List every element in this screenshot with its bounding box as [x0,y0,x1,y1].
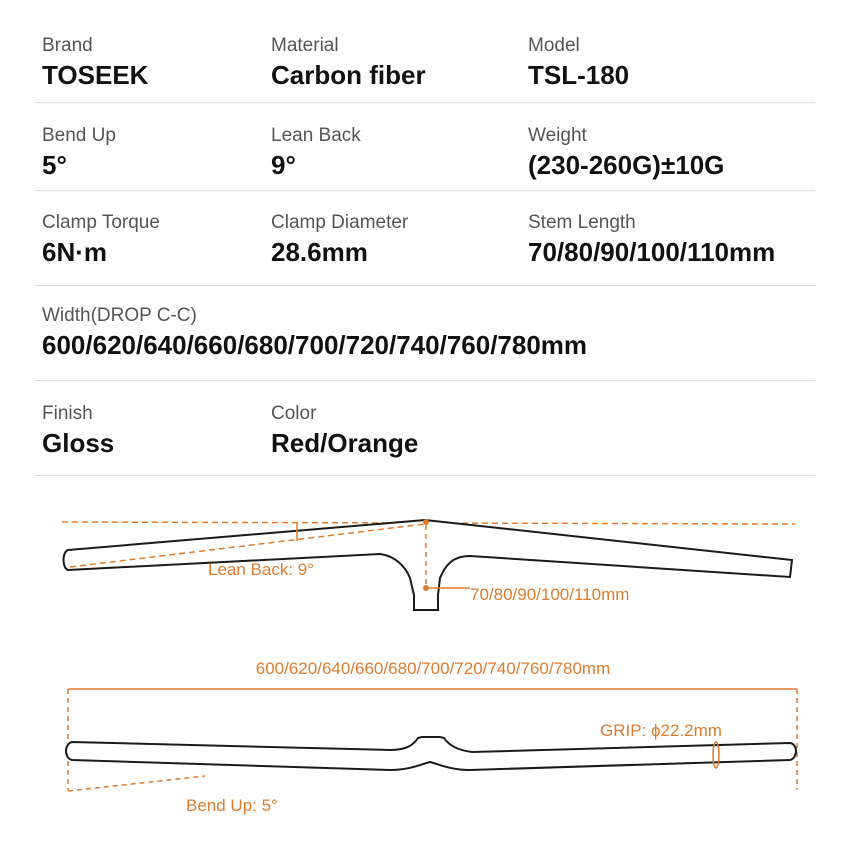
handlebar-top-outline [64,520,793,610]
spec-label: Finish [42,403,93,424]
spec-label: Clamp Diameter [271,212,409,233]
spec-value: Carbon fiber [271,60,426,90]
handlebar-front-outline [66,737,796,770]
spec-value: 9° [271,150,296,180]
spec-label: Stem Length [528,212,636,233]
spec-label: Model [528,35,580,56]
center-point [423,519,429,525]
spec-value: 70/80/90/100/110mm [528,237,776,267]
spec-label: Weight [528,125,587,146]
spec-value: 28.6mm [271,237,368,267]
spec-value: 6N·m [42,237,108,267]
grip-annotation: GRIP: ϕ22.2mm [600,721,722,740]
stem-point [423,585,429,591]
spec-label: Material [271,35,339,56]
spec-value: 5° [42,150,67,180]
width-annotation: 600/620/640/660/680/700/720/740/760/780mm [255,659,611,678]
spec-value: 600/620/640/660/680/700/720/740/760/780mm [42,330,588,360]
bend-up-annotation: Bend Up: 5° [186,796,278,815]
bend-up-angle-line [68,776,205,791]
top-view-handlebar-diagram [62,519,795,610]
spec-value: Red/Orange [271,428,419,458]
stem-length-annotation: 70/80/90/100/110mm [470,585,630,604]
spec-label: Clamp Torque [42,212,160,233]
spec-value: (230-260G)±10G [528,150,725,180]
spec-value: TSL-180 [528,60,630,90]
lean-back-annotation: Lean Back: 9° [208,560,315,579]
spec-value: Gloss [42,428,115,458]
spec-label: Width(DROP C-C) [42,305,197,326]
spec-label: Brand [42,35,93,56]
spec-value: TOSEEK [42,60,149,90]
front-view-handlebar-diagram [66,659,797,815]
spec-label: Lean Back [271,125,361,146]
spec-label: Bend Up [42,125,116,146]
spec-label: Color [271,403,317,424]
